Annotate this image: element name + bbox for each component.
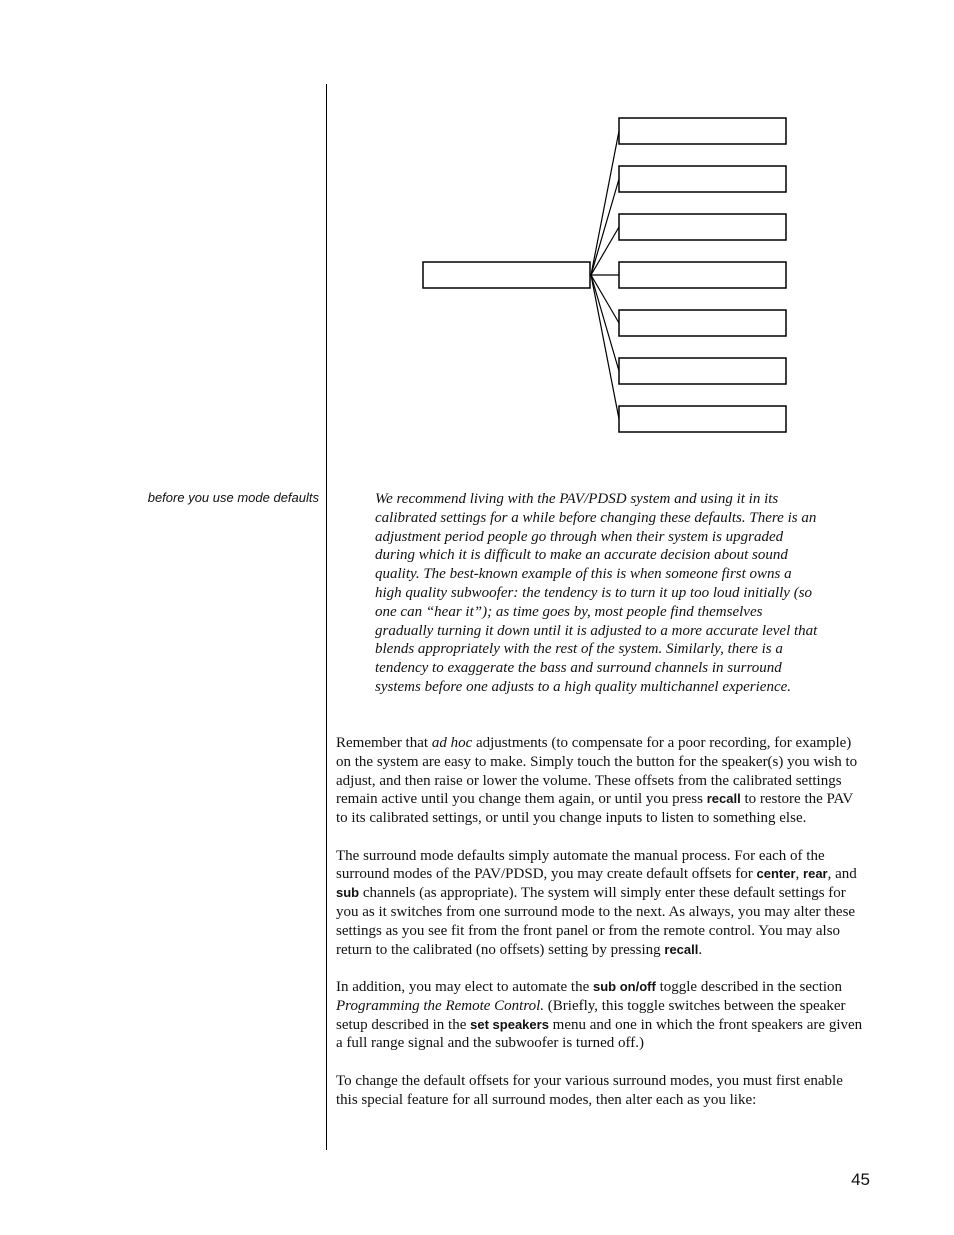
keyword-sub-on-off: sub on/off bbox=[593, 978, 656, 994]
connector-line-2 bbox=[591, 179, 619, 275]
keyword-set-speakers: set speakers bbox=[470, 1016, 549, 1032]
keyword-sub: sub bbox=[336, 885, 360, 901]
submenu-box-2 bbox=[619, 166, 786, 192]
text-run: Remember that bbox=[336, 735, 432, 751]
paragraph-mode-defaults bbox=[336, 847, 866, 960]
connector-line-6 bbox=[591, 275, 619, 371]
paragraph-sub-toggle bbox=[336, 978, 866, 1053]
paragraph-enable-feature: To change the default offsets for your various surround modes, you must first enable this special feature for all surround modes, then alter each as you like: bbox=[336, 1072, 843, 1108]
text-run: , bbox=[795, 866, 804, 883]
submenu-box-1 bbox=[619, 118, 786, 144]
page-number: 45 bbox=[851, 1170, 870, 1189]
root-menu-box bbox=[423, 262, 590, 288]
emphasis: ad hoc bbox=[431, 735, 473, 751]
text-run: toggle described in the section bbox=[655, 978, 843, 995]
text-run: . bbox=[698, 941, 703, 958]
text-run: channels (as appropriate). The system will simply enter these default settings for you as it switches from one surround mode to the next. As always, you may alter these settings as you see fit from the front panel or from the remote control. You may also return to the calibrated (no offsets) setting by pressing bbox=[336, 885, 856, 958]
paragraph-ad-hoc bbox=[336, 734, 866, 828]
submenu-box-3 bbox=[619, 214, 786, 240]
text-run: (Briefly, this toggle switches between the speaker setup described in the bbox=[336, 997, 846, 1033]
text-run: adjustments (to compensate for a poor recording, for example) on the system are easy to make. Simply touch the button for the speaker(s) you wish to adjust, and then raise or lower the volume. These offsets from the calibrated settings remain active until you change them again, or until you press bbox=[336, 735, 858, 808]
menu-tree-diagram bbox=[0, 0, 954, 460]
body-text bbox=[336, 734, 866, 1128]
side-heading: before you use mode defaults bbox=[147, 490, 319, 505]
submenu-box-4 bbox=[619, 262, 786, 288]
text-run: menu and one in which the front speakers are given a full range signal and the subwoofer is turned off.) bbox=[336, 1016, 863, 1052]
text-run: The surround mode defaults simply automate the manual process. For each of the surround modes of the PAV/PDSD, you may create default offsets for bbox=[336, 847, 825, 883]
keyword-recall: recall bbox=[664, 941, 699, 957]
text-run: In addition, you may elect to automate the bbox=[336, 978, 594, 995]
recommendation-note: We recommend living with the PAV/PDSD system and using it in its calibrated settings for a while before changing these defaults. There is an adjustment period people go through when their system is upgraded during which it is difficult to make an accurate decision about sound quality. The best-known example of this is when someone first owns a high quality subwoofer: the tendency is to turn it up too loud initially (so one can “hear it”); as time goes by, most people find themselves gradually turning it down until it is adjusted to a more accurate level that blends appropriately with the rest of the system. Similarly, there is a tendency to exaggerate the bass and surround channels in surround systems before one adjusts to a high quality multichannel experience. bbox=[375, 491, 818, 695]
keyword-center: center bbox=[756, 866, 796, 882]
submenu-box-7 bbox=[619, 406, 786, 432]
connector-line-7 bbox=[591, 275, 619, 419]
submenu-box-6 bbox=[619, 358, 786, 384]
text-run: , and bbox=[827, 866, 857, 883]
keyword-rear: rear bbox=[803, 866, 828, 882]
keyword-recall: recall bbox=[706, 791, 741, 807]
text-run: to restore the PAV to its calibrated settings, or until you change inputs to listen to something else. bbox=[336, 791, 853, 827]
emphasis: Programming the Remote Control. bbox=[336, 997, 545, 1014]
submenu-box-5 bbox=[619, 310, 786, 336]
connector-line-1 bbox=[591, 131, 619, 275]
